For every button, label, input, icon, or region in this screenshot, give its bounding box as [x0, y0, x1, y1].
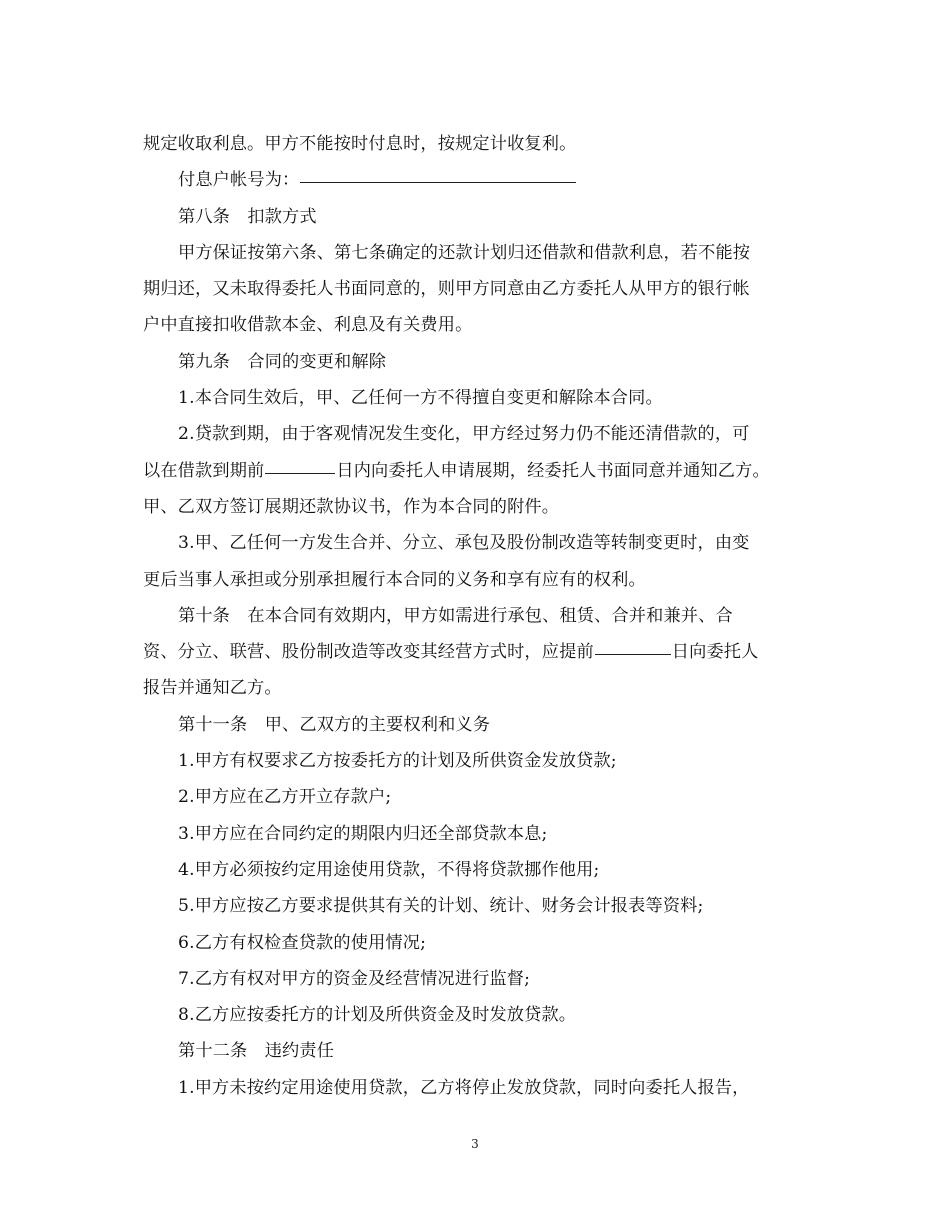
- account-number-label: 付息户帐号为：: [178, 170, 300, 191]
- text-line: [143, 525, 811, 561]
- clause-text: 日内向委托人申请展期，经委托人书面同意并通知乙方。: [336, 460, 770, 481]
- list-item: [143, 1070, 811, 1106]
- text-line: [143, 562, 811, 598]
- list-item-text: 4.甲方必须按约定用途使用贷款，不得将贷款挪作他用;: [178, 859, 600, 880]
- document-body: [143, 126, 811, 1106]
- list-item-text: 7.乙方有权对甲方的资金及经营情况进行监督;: [178, 968, 531, 989]
- article-heading: [143, 707, 811, 743]
- article-heading: [143, 1033, 811, 1069]
- article-10-text: 报告并通知乙方。: [143, 678, 282, 699]
- text-line: [143, 380, 811, 416]
- paragraph-text: 甲方保证按第六条、第七条确定的还款计划归还借款和借款利息，若不能按: [178, 242, 751, 263]
- list-item-text: 1.甲方有权要求乙方按委托方的计划及所供资金发放贷款;: [178, 751, 617, 772]
- clause-text: 甲、乙双方签订展期还款协议书，作为本合同的附件。: [143, 496, 560, 517]
- list-item-text: 8.乙方应按委托方的计划及所供资金及时发放贷款。: [178, 1005, 577, 1026]
- text-line: [143, 307, 811, 343]
- paragraph-text: 期归还，又未取得委托人书面同意的，则甲方同意由乙方委托人从甲方的银行帐: [143, 279, 750, 300]
- clause-text: 以在借款到期前: [143, 460, 265, 481]
- text-line: [143, 453, 811, 489]
- list-item-text: 1.甲方未按约定用途使用贷款，乙方将停止发放贷款，同时向委托人报告，: [178, 1077, 750, 1098]
- notice-days-blank[interactable]: [595, 634, 671, 655]
- article-8-heading: 第八条 扣款方式: [178, 206, 317, 227]
- article-10-text: 第十条 在本合同有效期内，甲方如需进行承包、租赁、合并和兼并、合: [178, 605, 733, 626]
- list-item: [143, 961, 811, 997]
- page-number: 3: [471, 1137, 479, 1151]
- list-item-text: 5.甲方应按乙方要求提供其有关的计划、统计、财务会计报表等资料;: [178, 896, 704, 917]
- list-item-text: 3.甲方应在合同约定的期限内归还全部贷款本息;: [178, 823, 548, 844]
- text-line: [143, 271, 811, 307]
- article-10-text: 资、分立、联营、股份制改造等改变其经营方式时，应提前: [143, 642, 594, 663]
- list-item: [143, 888, 811, 924]
- article-heading: [143, 199, 811, 235]
- paragraph-text: 规定收取利息。甲方不能按时付息时，按规定计收复利。: [143, 134, 577, 154]
- account-number-blank[interactable]: [300, 162, 576, 183]
- list-item: [143, 816, 811, 852]
- list-item: [143, 925, 811, 961]
- account-number-line: [143, 162, 811, 198]
- paragraph-text: 户中直接扣收借款本金、利息及有关费用。: [143, 315, 473, 336]
- article-9-heading: 第九条 合同的变更和解除: [178, 351, 387, 372]
- clause-text: 1.本合同生效后，甲、乙任何一方不得擅自变更和解除本合同。: [178, 388, 663, 409]
- list-item: [143, 779, 811, 815]
- text-line: [143, 235, 811, 271]
- text-line: [143, 670, 811, 706]
- text-line: [143, 416, 811, 452]
- list-item: [143, 743, 811, 779]
- text-line: [143, 126, 811, 162]
- list-item: [143, 997, 811, 1033]
- article-heading: [143, 344, 811, 380]
- clause-text: 更后当事人承担或分别承担履行本合同的义务和享有应有的权利。: [143, 569, 646, 590]
- text-line: [143, 489, 811, 525]
- clause-text: 2.贷款到期，由于客观情况发生变化，甲方经过努力仍不能还清借款的，可: [178, 424, 750, 445]
- article-12-heading: 第十二条 违约责任: [178, 1041, 335, 1062]
- list-item-text: 6.乙方有权检查贷款的使用情况;: [178, 932, 427, 953]
- article-11-heading: 第十一条 甲、乙双方的主要权利和义务: [178, 714, 491, 735]
- list-item: [143, 852, 811, 888]
- text-line: [143, 598, 811, 634]
- extension-days-blank[interactable]: [265, 453, 335, 474]
- clause-text: 3.甲、乙任何一方发生合并、分立、承包及股份制改造等转制变更时，由变: [178, 533, 750, 554]
- list-item-text: 2.甲方应在乙方开立存款户;: [178, 787, 392, 808]
- text-line: [143, 634, 811, 670]
- article-10-text: 日向委托人: [671, 642, 759, 663]
